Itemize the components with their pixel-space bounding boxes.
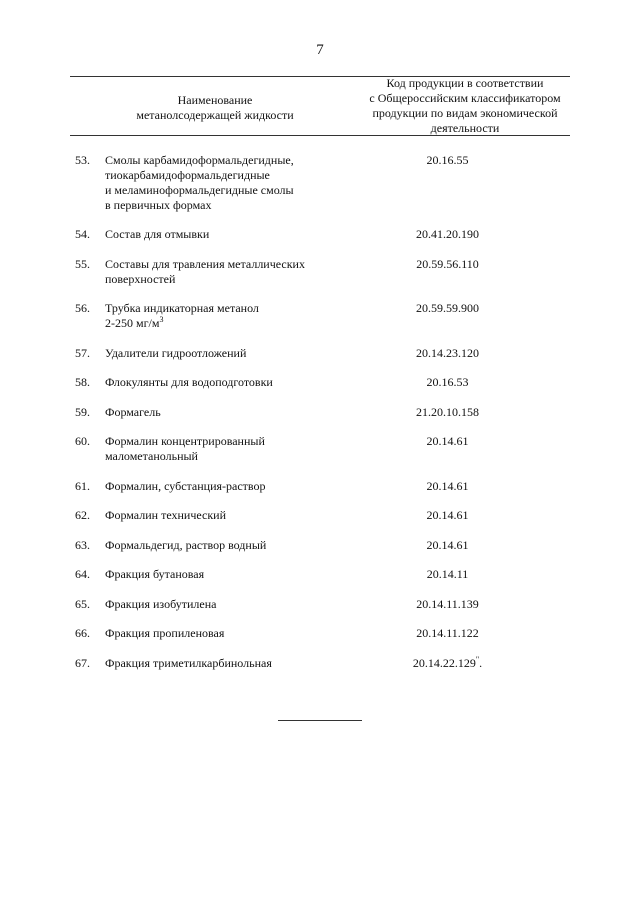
row-number: 55. — [75, 257, 90, 271]
row-name: Смолы карбамидоформальдегидные, тиокарбамидоформальдегидные и меламиноформальдегидные смолы в первичных формах — [105, 153, 294, 212]
row-number: 61. — [75, 479, 90, 493]
row-name-text: Трубка индикаторная метанол 2-250 мг/м — [105, 301, 259, 330]
table-header-row — [70, 77, 570, 136]
row-number: 60. — [75, 434, 90, 448]
row-code: 20.14.61 — [426, 508, 469, 522]
products-table-header — [70, 76, 570, 136]
row-number: 64. — [75, 567, 90, 581]
row-number: 54. — [75, 227, 90, 241]
row-code: 20.16.55 — [426, 153, 469, 167]
closing-period: . — [479, 656, 483, 670]
row-name: Формалин технический — [105, 508, 226, 522]
row-code: 20.14.11.122 — [416, 626, 479, 640]
row-code: 20.14.11 — [426, 567, 469, 581]
row-number: 56. — [75, 301, 90, 315]
column-header-name: Наименование метанолсодержащей жидкости — [136, 93, 294, 122]
row-name: Удалители гидроотложений — [105, 346, 247, 360]
row-code: 20.14.11.139 — [416, 597, 479, 611]
row-code — [365, 656, 530, 671]
row-code: 20.59.56.110 — [416, 257, 479, 271]
row-name: Флокулянты для водоподготовки — [105, 375, 273, 389]
row-name: Фракция триметилкарбинольная — [105, 656, 272, 670]
row-number: 62. — [75, 508, 90, 522]
row-code: 20.16.53 — [426, 375, 469, 389]
row-name: Формалин концентрированный малометанольный — [105, 434, 265, 463]
row-number: 59. — [75, 405, 90, 419]
row-name: Составы для травления металлических поверхностей — [105, 257, 305, 286]
row-name: Формалин, субстанция-раствор — [105, 479, 266, 493]
row-name: Фракция изобутилена — [105, 597, 217, 611]
row-number: 63. — [75, 538, 90, 552]
column-header-code: Код продукции в соответствии с Общероссийским классификатором продукции по видам экономической деятельности — [369, 76, 561, 135]
row-code: 21.20.10.158 — [416, 405, 479, 419]
row-code: 20.41.20.190 — [416, 227, 479, 241]
row-code: 20.14.61 — [426, 479, 469, 493]
row-name: Фракция бутановая — [105, 567, 205, 581]
row-number: 66. — [75, 626, 90, 640]
row-code: 20.14.61 — [426, 538, 469, 552]
row-name: Формальдегид, раствор водный — [105, 538, 267, 552]
row-code: 20.14.23.120 — [416, 346, 479, 360]
row-code: 20.59.59.900 — [416, 301, 479, 315]
row-number: 65. — [75, 597, 90, 611]
row-number: 57. — [75, 346, 90, 360]
page-number: 7 — [316, 42, 324, 58]
row-name: Формагель — [105, 405, 161, 419]
superscript: 3 — [159, 315, 164, 324]
row-name: Фракция пропиленовая — [105, 626, 225, 640]
row-code-text: 20.14.22.129 — [412, 656, 476, 670]
row-name: Состав для отмывки — [105, 227, 210, 241]
closing-quote: " — [475, 655, 480, 664]
row-code: 20.14.61 — [426, 434, 469, 448]
end-of-document-rule — [278, 720, 362, 721]
row-name — [105, 301, 355, 331]
row-number: 67. — [75, 656, 90, 670]
row-number: 58. — [75, 375, 90, 389]
row-number: 53. — [75, 153, 90, 167]
